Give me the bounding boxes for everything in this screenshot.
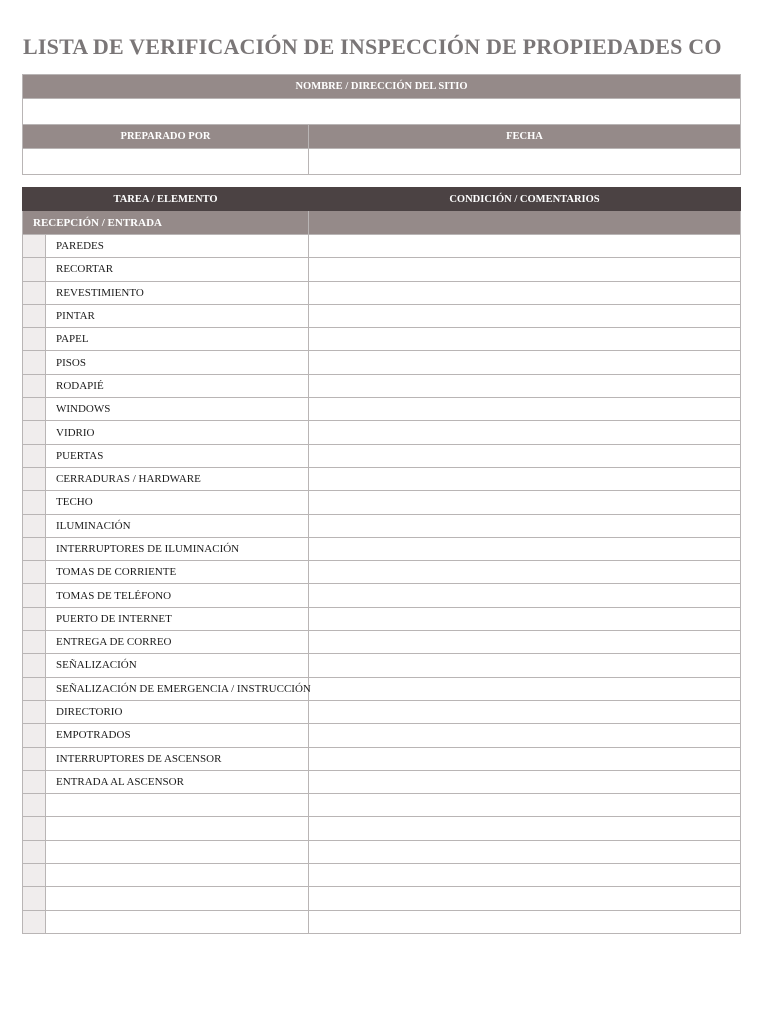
table-row <box>23 887 741 910</box>
table-row <box>23 421 741 444</box>
condition-comment-field[interactable] <box>309 281 741 304</box>
row-checkbox-cell[interactable] <box>23 724 46 747</box>
row-checkbox-cell[interactable] <box>23 281 46 304</box>
task-item <box>46 887 309 910</box>
task-item: VIDRIO <box>46 421 309 444</box>
condition-comment-field[interactable] <box>309 724 741 747</box>
row-checkbox-cell[interactable] <box>23 654 46 677</box>
row-checkbox-cell[interactable] <box>23 770 46 793</box>
row-checkbox-cell[interactable] <box>23 258 46 281</box>
checklist-table <box>22 187 741 934</box>
condition-comment-field[interactable] <box>309 444 741 467</box>
table-row <box>23 607 741 630</box>
table-row <box>23 328 741 351</box>
row-checkbox-cell[interactable] <box>23 887 46 910</box>
condition-comment-field[interactable] <box>309 887 741 910</box>
header-table <box>22 74 741 175</box>
task-item: RODAPIÉ <box>46 374 309 397</box>
table-row <box>23 910 741 933</box>
condition-comment-field[interactable] <box>309 491 741 514</box>
task-item <box>46 840 309 863</box>
task-item: WINDOWS <box>46 398 309 421</box>
table-row <box>23 258 741 281</box>
table-row <box>23 700 741 723</box>
table-row <box>23 817 741 840</box>
task-item: PUERTO DE INTERNET <box>46 607 309 630</box>
site-label: NOMBRE / DIRECCIÓN DEL SITIO <box>23 75 741 99</box>
table-row <box>23 724 741 747</box>
date-field[interactable] <box>309 149 741 175</box>
table-row <box>23 584 741 607</box>
task-item <box>46 817 309 840</box>
condition-comment-field[interactable] <box>309 398 741 421</box>
condition-comment-field[interactable] <box>309 328 741 351</box>
condition-comment-field[interactable] <box>309 561 741 584</box>
task-item: TOMAS DE TELÉFONO <box>46 584 309 607</box>
condition-comment-field[interactable] <box>309 607 741 630</box>
condition-comment-field[interactable] <box>309 654 741 677</box>
table-row <box>23 631 741 654</box>
table-row <box>23 561 741 584</box>
row-checkbox-cell[interactable] <box>23 747 46 770</box>
site-field[interactable] <box>23 99 741 125</box>
prepared-by-label: PREPARADO POR <box>23 125 309 149</box>
section-header-fill <box>309 211 741 235</box>
row-checkbox-cell[interactable] <box>23 910 46 933</box>
row-checkbox-cell[interactable] <box>23 444 46 467</box>
task-item: PUERTAS <box>46 444 309 467</box>
task-item <box>46 910 309 933</box>
condition-comment-field[interactable] <box>309 700 741 723</box>
task-item: ENTREGA DE CORREO <box>46 631 309 654</box>
table-row <box>23 281 741 304</box>
task-item <box>46 794 309 817</box>
condition-comment-field[interactable] <box>309 817 741 840</box>
row-checkbox-cell[interactable] <box>23 491 46 514</box>
task-item: CERRADURAS / HARDWARE <box>46 467 309 490</box>
condition-comment-field[interactable] <box>309 235 741 258</box>
prepared-by-field[interactable] <box>23 149 309 175</box>
row-checkbox-cell[interactable] <box>23 328 46 351</box>
row-checkbox-cell[interactable] <box>23 421 46 444</box>
row-checkbox-cell[interactable] <box>23 607 46 630</box>
table-row <box>23 235 741 258</box>
condition-comment-field[interactable] <box>309 374 741 397</box>
row-checkbox-cell[interactable] <box>23 794 46 817</box>
table-row <box>23 654 741 677</box>
task-item: DIRECTORIO <box>46 700 309 723</box>
col-condition-header: CONDICIÓN / COMENTARIOS <box>309 188 741 211</box>
row-checkbox-cell[interactable] <box>23 677 46 700</box>
task-item <box>46 864 309 887</box>
table-row <box>23 537 741 560</box>
task-item: PINTAR <box>46 304 309 327</box>
table-row <box>23 747 741 770</box>
task-item: INTERRUPTORES DE ILUMINACIÓN <box>46 537 309 560</box>
condition-comment-field[interactable] <box>309 537 741 560</box>
task-item: ENTRADA AL ASCENSOR <box>46 770 309 793</box>
row-checkbox-cell[interactable] <box>23 864 46 887</box>
task-item: PAREDES <box>46 235 309 258</box>
condition-comment-field[interactable] <box>309 421 741 444</box>
task-item: REVESTIMIENTO <box>46 281 309 304</box>
condition-comment-field[interactable] <box>309 351 741 374</box>
task-item: PISOS <box>46 351 309 374</box>
condition-comment-field[interactable] <box>309 747 741 770</box>
row-checkbox-cell[interactable] <box>23 467 46 490</box>
task-item: RECORTAR <box>46 258 309 281</box>
condition-comment-field[interactable] <box>309 840 741 863</box>
row-checkbox-cell[interactable] <box>23 817 46 840</box>
table-row <box>23 467 741 490</box>
table-row <box>23 374 741 397</box>
row-checkbox-cell[interactable] <box>23 304 46 327</box>
row-checkbox-cell[interactable] <box>23 235 46 258</box>
table-row <box>23 677 741 700</box>
row-checkbox-cell[interactable] <box>23 398 46 421</box>
condition-comment-field[interactable] <box>309 258 741 281</box>
table-row <box>23 351 741 374</box>
condition-comment-field[interactable] <box>309 794 741 817</box>
task-item: EMPOTRADOS <box>46 724 309 747</box>
col-task-header: TAREA / ELEMENTO <box>23 188 309 211</box>
condition-comment-field[interactable] <box>309 304 741 327</box>
condition-comment-field[interactable] <box>309 584 741 607</box>
condition-comment-field[interactable] <box>309 467 741 490</box>
condition-comment-field[interactable] <box>309 910 741 933</box>
row-checkbox-cell[interactable] <box>23 700 46 723</box>
table-row <box>23 514 741 537</box>
date-label: FECHA <box>309 125 741 149</box>
row-checkbox-cell[interactable] <box>23 584 46 607</box>
task-item: SEÑALIZACIÓN DE EMERGENCIA / INSTRUCCIÓN <box>46 677 309 700</box>
table-row <box>23 398 741 421</box>
row-checkbox-cell[interactable] <box>23 537 46 560</box>
condition-comment-field[interactable] <box>309 864 741 887</box>
task-item: TOMAS DE CORRIENTE <box>46 561 309 584</box>
task-item: ILUMINACIÓN <box>46 514 309 537</box>
task-item: INTERRUPTORES DE ASCENSOR <box>46 747 309 770</box>
section-header: RECEPCIÓN / ENTRADA <box>23 211 309 235</box>
table-row <box>23 770 741 793</box>
task-item: PAPEL <box>46 328 309 351</box>
table-row <box>23 794 741 817</box>
condition-comment-field[interactable] <box>309 514 741 537</box>
row-checkbox-cell[interactable] <box>23 351 46 374</box>
row-checkbox-cell[interactable] <box>23 631 46 654</box>
condition-comment-field[interactable] <box>309 770 741 793</box>
condition-comment-field[interactable] <box>309 631 741 654</box>
task-item: TECHO <box>46 491 309 514</box>
table-row <box>23 304 741 327</box>
table-row <box>23 840 741 863</box>
page-title: LISTA DE VERIFICACIÓN DE INSPECCIÓN DE PROPIEDADES CO <box>23 34 722 59</box>
row-checkbox-cell[interactable] <box>23 840 46 863</box>
condition-comment-field[interactable] <box>309 677 741 700</box>
table-row <box>23 491 741 514</box>
row-checkbox-cell[interactable] <box>23 561 46 584</box>
task-item: SEÑALIZACIÓN <box>46 654 309 677</box>
table-row <box>23 864 741 887</box>
row-checkbox-cell[interactable] <box>23 514 46 537</box>
table-row <box>23 444 741 467</box>
row-checkbox-cell[interactable] <box>23 374 46 397</box>
